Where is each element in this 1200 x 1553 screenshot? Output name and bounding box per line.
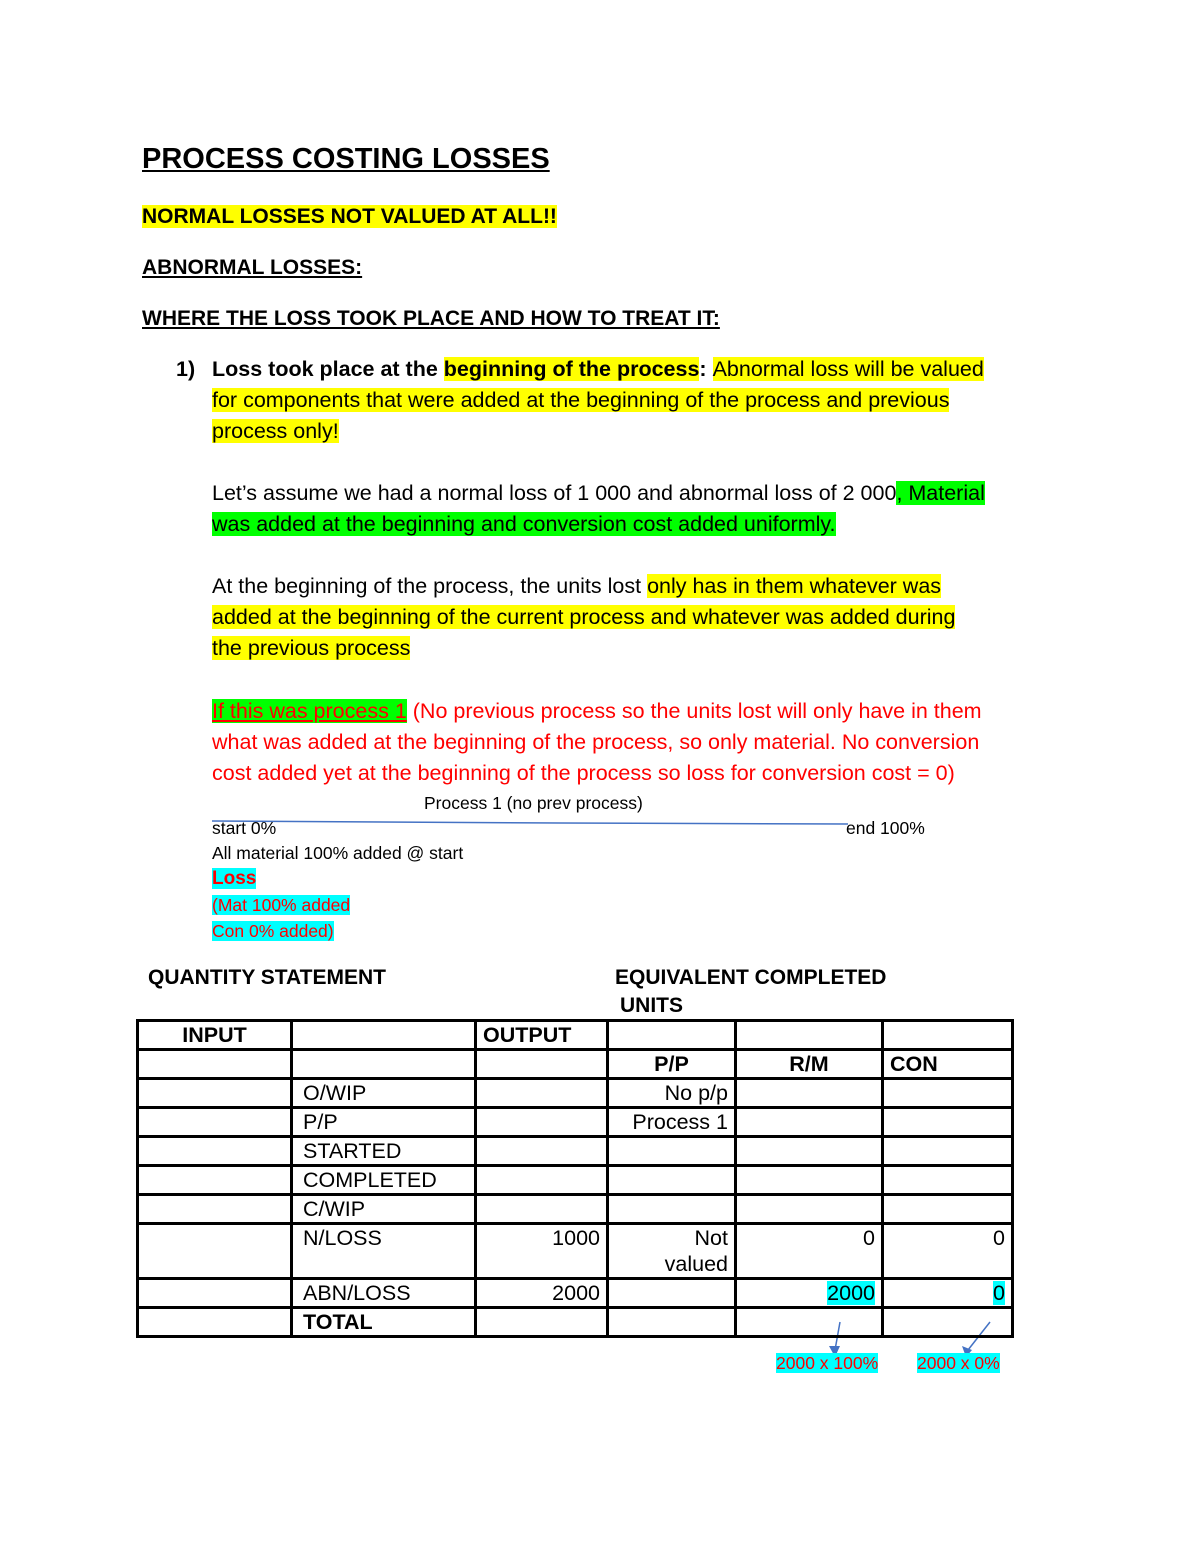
timeline-end: end 100% [846, 818, 925, 838]
table-row: STARTED [138, 1137, 1013, 1166]
process1-line1: If this was process 1 (No previous process so the units lost will only have in them [212, 699, 982, 723]
timeline-line [212, 821, 848, 824]
beginning-line3: the previous process [212, 636, 411, 660]
note-con: 2000 x 0% [917, 1353, 1000, 1373]
point-1-text-1: Abnormal loss will be valued [712, 357, 984, 381]
table-row: ABN/LOSS 2000 2000 0 [138, 1279, 1013, 1308]
table-header-cell: OUTPUT [476, 1021, 608, 1050]
table-header-cell: R/M [736, 1050, 883, 1079]
beginning-line1: At the beginning of the process, the units lost only has in them whatever was [212, 574, 942, 598]
table-row: O/WIP No p/p [138, 1079, 1013, 1108]
where-heading: WHERE THE LOSS TOOK PLACE AND HOW TO TREAT IT: [142, 307, 720, 330]
process1-line2: what was added at the beginning of the process, so only material. No conversion [212, 730, 980, 754]
point-1-line3: process only! [212, 419, 339, 443]
table-row: COMPLETED [138, 1166, 1013, 1195]
table-header-cell [476, 1050, 608, 1079]
note-rm: 2000 x 100% [776, 1353, 879, 1373]
ecu-heading-line2: UNITS [620, 994, 683, 1017]
ecu-heading-line1: EQUIVALENT COMPLETED [615, 966, 887, 989]
point-1-lead-highlight: beginning of the process [443, 357, 700, 381]
point-1-line1: Loss took place at the beginning of the process: Abnormal loss will be valued [212, 357, 984, 381]
point-1-lead: Loss took place at the [212, 357, 444, 381]
process1-line3: cost added yet at the beginning of the process so loss for conversion cost = 0) [212, 761, 955, 785]
table-header-cell [736, 1021, 883, 1050]
normal-losses-text: NORMAL LOSSES NOT VALUED AT ALL!! [142, 205, 557, 228]
table-header-cell: P/P [608, 1050, 736, 1079]
timeline-loss: Loss [212, 868, 257, 889]
point-1-number: 1) [176, 357, 196, 381]
not-valued-cell: Not valued [608, 1224, 736, 1279]
beginning-line2: added at the beginning of the current process and whatever was added during [212, 605, 956, 629]
timeline-mat: (Mat 100% added [212, 895, 351, 915]
abnormal-losses-heading: ABNORMAL LOSSES: [142, 256, 363, 279]
table-header-cell [883, 1021, 1013, 1050]
abn-loss-rm-cell: 2000 [736, 1279, 883, 1308]
timeline-start: start 0% [212, 818, 277, 838]
timeline-caption: Process 1 (no prev process) [424, 793, 643, 813]
table-row: C/WIP [138, 1195, 1013, 1224]
table-header-cell [138, 1050, 292, 1079]
page-title: PROCESS COSTING LOSSES [142, 143, 550, 175]
timeline-con: Con 0% added) [212, 921, 334, 941]
timeline-material: All material 100% added @ start [212, 843, 464, 863]
table-header-cell [292, 1021, 476, 1050]
quantity-statement-table [136, 1019, 1014, 1338]
table-row: P/P Process 1 [138, 1108, 1013, 1137]
table-header-cell: INPUT [138, 1021, 292, 1050]
assume-line1: Let’s assume we had a normal loss of 1 000 and abnormal loss of 2 000, Material [212, 481, 985, 505]
quantity-statement-heading: QUANTITY STATEMENT [148, 966, 386, 989]
point-1-line2: for components that were added at the beginning of the process and previous [212, 388, 950, 412]
table-header-cell: CON [883, 1050, 1013, 1079]
table-row: N/LOSS 1000 Not valued 0 0 [138, 1224, 1013, 1279]
table-total-row: TOTAL [138, 1308, 1013, 1337]
table-header-cell [292, 1050, 476, 1079]
table-header-row [138, 1021, 1013, 1050]
table-subheader-row [138, 1050, 1013, 1079]
abn-loss-con-cell: 0 [883, 1279, 1013, 1308]
table-header-cell [608, 1021, 736, 1050]
assume-line2: was added at the beginning and conversion cost added uniformly. [212, 512, 836, 536]
